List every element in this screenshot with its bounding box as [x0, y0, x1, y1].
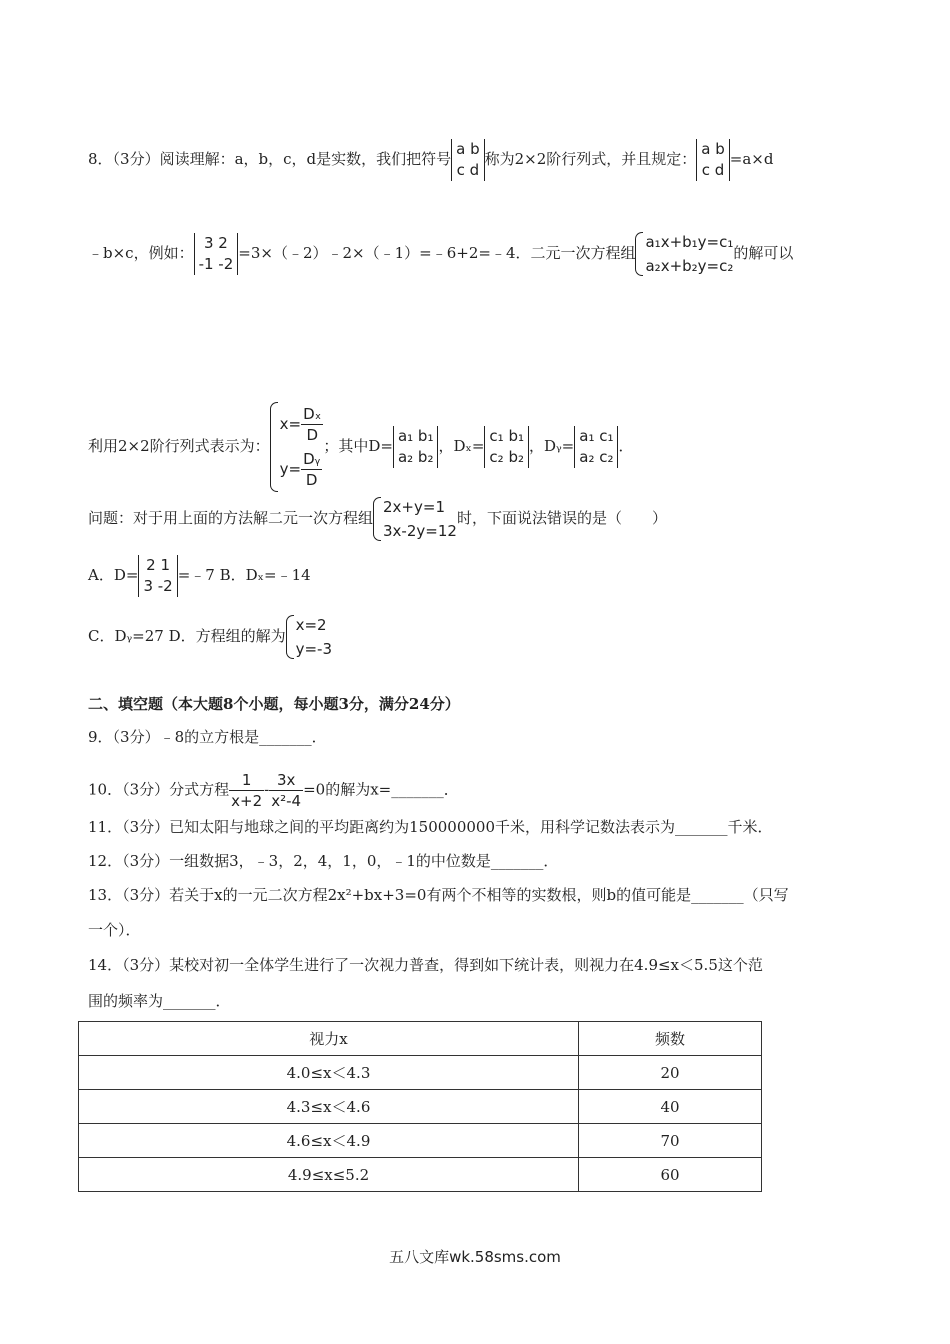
q11: 11．（3分）已知太阳与地球之间的平均距离约为150000000千米，用科学记数法表示为_______千米． [88, 818, 773, 836]
vision-table [78, 1021, 762, 1192]
footer: 五八文库wk.58sms.com [389, 1248, 561, 1266]
table-cell: 70 [579, 1124, 762, 1158]
q8-l3-end: ． [618, 437, 634, 455]
matrix-abcd-2: a b c d [696, 139, 729, 181]
equation-system-specific: 2x+y=1 3x-2y=12 [373, 495, 457, 543]
fraction-1: $\frac{1}{x+2}$ [231, 771, 263, 810]
q8-question-start: 问题：对于用上面的方法解二元一次方程组 [88, 509, 374, 527]
solution-formula: x= $\frac{\text{Dₓ}}{D}$ y= $\frac{\text{Dᵧ}}{D}$ [270, 400, 324, 494]
q13-line1: 13．（3分）若关于x的一元二次方程2x²+bx+3=0有两个不相等的实数根，则b的值可能是_______（只写 [88, 886, 789, 904]
q8-end: =a×d [729, 150, 774, 168]
q10-pre: 10．（3分）分式方程 [88, 780, 230, 799]
table-row [79, 1158, 762, 1192]
equation-system-general: a₁x+b₁y=c₁ a₂x+b₂y=c₂ [635, 230, 733, 278]
q8-line3 [88, 400, 634, 494]
table-header: 频数 [579, 1022, 762, 1056]
section-title: 二、填空题（本大题8个小题，每小题3分，满分24分） [88, 695, 460, 713]
dy-label: ，Dᵧ= [529, 437, 575, 455]
q8-line2 [88, 230, 793, 278]
q8-options-cd [88, 613, 332, 661]
q10 [88, 770, 459, 811]
q8-options-ab [88, 555, 311, 597]
table-header: 视力x [79, 1022, 579, 1056]
fraction-2: $\frac{3x}{\text{x²-4}}$ [271, 771, 302, 810]
table-cell: 20 [579, 1056, 762, 1090]
option-a-b-text: =﹣7 B．Dₓ=﹣14 [177, 566, 311, 584]
table-header-row [79, 1022, 762, 1056]
q10-post: =0的解为x=_______． [303, 780, 459, 799]
q8-l3-mid: ；其中D= [323, 437, 393, 455]
matrix-Dy: a₁ c₁ a₂ c₂ [574, 426, 618, 468]
table-cell: 4.3≤x＜4.6 [79, 1090, 579, 1124]
q8-mid: 称为2×2阶行列式，并且规定： [484, 150, 697, 168]
table-row [79, 1124, 762, 1158]
table-cell: 4.9≤x≤5.2 [79, 1158, 579, 1192]
table-row [79, 1056, 762, 1090]
matrix-D: a₁ b₁ a₂ b₂ [393, 426, 439, 468]
q8-intro: 8．（3分）阅读理解：a，b，c，d是实数，我们把符号 [88, 150, 452, 168]
table-row [79, 1090, 762, 1124]
table-cell: 4.6≤x＜4.9 [79, 1124, 579, 1158]
q8-l2-mid: =3×（﹣2）﹣2×（﹣1）=﹣6+2=﹣4．二元一次方程组 [238, 244, 636, 262]
table-cell: 40 [579, 1090, 762, 1124]
matrix-abcd-1: a b c d [451, 139, 484, 181]
matrix-option-a: 2 1 3 -2 [138, 555, 177, 597]
q8-line1 [88, 139, 773, 181]
q8-l2-start: ﹣b×c，例如： [88, 244, 194, 262]
q14-line2: 围的频率为_______． [88, 992, 231, 1010]
q14-line1: 14．（3分）某校对初一全体学生进行了一次视力普查，得到如下统计表，则视力在4.9≤x＜5.5这个范 [88, 956, 763, 974]
q9: 9．（3分）﹣8的立方根是_______． [88, 728, 327, 746]
matrix-example: 3 2 -1 -2 [194, 233, 239, 275]
q13-line2: 一个）． [88, 921, 141, 939]
table-cell: 4.0≤x＜4.3 [79, 1056, 579, 1090]
option-a-label: A．D= [88, 566, 139, 584]
table-cell: 60 [579, 1158, 762, 1192]
q8-l3-start: 利用2×2阶行列式表示为： [88, 437, 270, 455]
matrix-Dx: c₁ b₁ c₂ b₂ [484, 426, 529, 468]
dx-label: ，Dₓ= [438, 437, 485, 455]
q8-question [88, 495, 667, 543]
minus-sign: - [264, 780, 270, 799]
q12: 12．（3分）一组数据3，﹣3，2，4，1，0，﹣1的中位数是_______． [88, 852, 559, 870]
q8-l2-end: 的解可以 [733, 244, 794, 262]
q8-question-end: 时，下面说法错误的是（ ） [456, 509, 667, 527]
solution-system: x=2 y=-3 [286, 613, 332, 661]
option-c-d-text: C．Dᵧ=27 D．方程组的解为 [88, 627, 286, 645]
